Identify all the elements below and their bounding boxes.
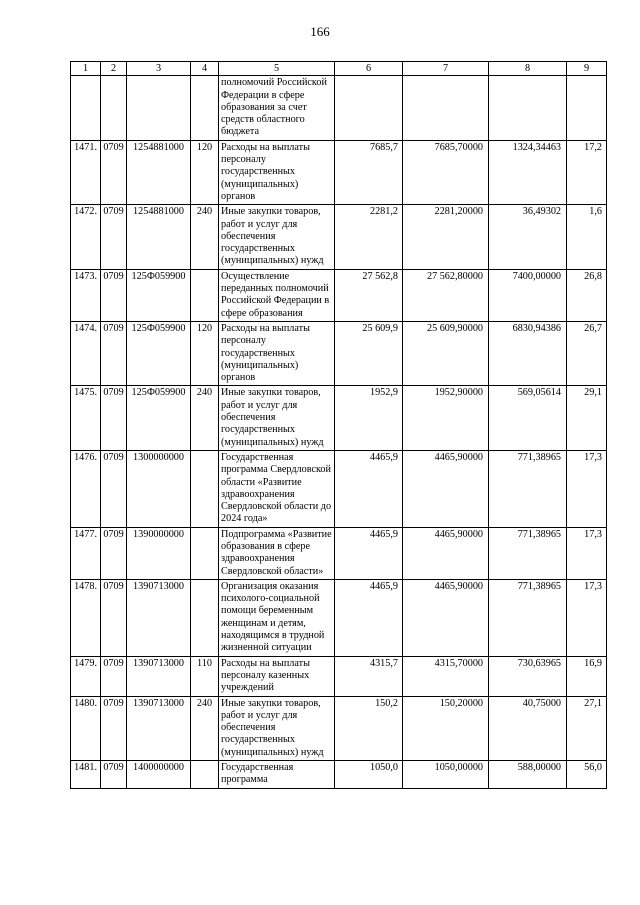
execution-percent: 17,3 [567, 527, 607, 579]
item-name: полномочий Российской Федерации в сфере образования за счет средств областного бюджета [219, 76, 335, 140]
budget-amount: 4315,70000 [403, 656, 489, 696]
executed-amount: 730,63965 [489, 656, 567, 696]
execution-percent: 26,7 [567, 321, 607, 385]
item-name: Расходы на выплаты персоналу казенных учреждений [219, 656, 335, 696]
item-name: Подпрограмма «Развитие образования в сфере здравоохранения Свердловской области» [219, 527, 335, 579]
execution-percent: 29,1 [567, 386, 607, 450]
header-cell: 4 [191, 62, 219, 76]
executed-amount: 588,00000 [489, 761, 567, 789]
executed-amount: 1324,34463 [489, 140, 567, 204]
expense-type-code: 120 [191, 321, 219, 385]
table-row [71, 527, 607, 579]
approved-amount [335, 76, 403, 140]
target-article-code: 1400000000 [127, 761, 191, 789]
section-code: 0709 [101, 527, 127, 579]
header-cell: 6 [335, 62, 403, 76]
table-row [71, 579, 607, 656]
header-cell: 9 [567, 62, 607, 76]
executed-amount: 771,38965 [489, 579, 567, 656]
row-number: 1473. [71, 269, 101, 321]
approved-amount: 4465,9 [335, 579, 403, 656]
row-number: 1474. [71, 321, 101, 385]
row-number: 1480. [71, 696, 101, 760]
target-article-code: 1254881000 [127, 205, 191, 269]
execution-percent: 56,0 [567, 761, 607, 789]
table-header-row [71, 62, 607, 76]
approved-amount: 4315,7 [335, 656, 403, 696]
expense-type-code: 110 [191, 656, 219, 696]
table-row [71, 140, 607, 204]
row-number: 1475. [71, 386, 101, 450]
approved-amount: 150,2 [335, 696, 403, 760]
executed-amount: 771,38965 [489, 450, 567, 527]
table-row [71, 269, 607, 321]
budget-table [70, 61, 607, 789]
target-article-code: 1300000000 [127, 450, 191, 527]
execution-percent: 26,8 [567, 269, 607, 321]
row-number: 1479. [71, 656, 101, 696]
target-article-code: 1390000000 [127, 527, 191, 579]
execution-percent: 16,9 [567, 656, 607, 696]
budget-amount [403, 76, 489, 140]
section-code: 0709 [101, 579, 127, 656]
budget-amount: 2281,20000 [403, 205, 489, 269]
header-cell: 8 [489, 62, 567, 76]
section-code: 0709 [101, 656, 127, 696]
expense-type-code: 120 [191, 140, 219, 204]
budget-amount: 4465,90000 [403, 579, 489, 656]
expense-type-code [191, 76, 219, 140]
execution-percent: 17,2 [567, 140, 607, 204]
target-article-code: 125Ф059900 [127, 269, 191, 321]
budget-amount: 25 609,90000 [403, 321, 489, 385]
table-row [71, 76, 607, 140]
executed-amount: 771,38965 [489, 527, 567, 579]
approved-amount: 27 562,8 [335, 269, 403, 321]
budget-amount: 150,20000 [403, 696, 489, 760]
budget-amount: 4465,90000 [403, 450, 489, 527]
section-code: 0709 [101, 761, 127, 789]
section-code: 0709 [101, 269, 127, 321]
execution-percent: 1,6 [567, 205, 607, 269]
target-article-code: 1390713000 [127, 656, 191, 696]
row-number: 1472. [71, 205, 101, 269]
execution-percent: 17,3 [567, 450, 607, 527]
section-code: 0709 [101, 386, 127, 450]
section-code [101, 76, 127, 140]
row-number [71, 76, 101, 140]
executed-amount: 36,49302 [489, 205, 567, 269]
target-article-code: 1254881000 [127, 140, 191, 204]
header-cell: 7 [403, 62, 489, 76]
budget-amount: 1050,00000 [403, 761, 489, 789]
table-row [71, 205, 607, 269]
execution-percent [567, 76, 607, 140]
row-number: 1471. [71, 140, 101, 204]
section-code: 0709 [101, 205, 127, 269]
table-row [71, 321, 607, 385]
budget-amount: 1952,90000 [403, 386, 489, 450]
section-code: 0709 [101, 450, 127, 527]
approved-amount: 25 609,9 [335, 321, 403, 385]
approved-amount: 1952,9 [335, 386, 403, 450]
executed-amount: 7400,00000 [489, 269, 567, 321]
expense-type-code [191, 761, 219, 789]
item-name: Иные закупки товаров, работ и услуг для обеспечения государственных (муниципальных) нужд [219, 386, 335, 450]
header-cell: 3 [127, 62, 191, 76]
approved-amount: 2281,2 [335, 205, 403, 269]
row-number: 1478. [71, 579, 101, 656]
approved-amount: 1050,0 [335, 761, 403, 789]
header-cell: 1 [71, 62, 101, 76]
table-row [71, 696, 607, 760]
target-article-code: 125Ф059900 [127, 321, 191, 385]
section-code: 0709 [101, 140, 127, 204]
target-article-code: 1390713000 [127, 579, 191, 656]
execution-percent: 27,1 [567, 696, 607, 760]
approved-amount: 7685,7 [335, 140, 403, 204]
target-article-code: 1390713000 [127, 696, 191, 760]
expense-type-code: 240 [191, 696, 219, 760]
section-code: 0709 [101, 321, 127, 385]
target-article-code: 125Ф059900 [127, 386, 191, 450]
section-code: 0709 [101, 696, 127, 760]
expense-type-code [191, 579, 219, 656]
expense-type-code: 240 [191, 205, 219, 269]
budget-amount: 7685,70000 [403, 140, 489, 204]
approved-amount: 4465,9 [335, 450, 403, 527]
budget-amount: 27 562,80000 [403, 269, 489, 321]
header-cell: 5 [219, 62, 335, 76]
item-name: Государственная программа Свердловской области «Развитие здравоохранения Свердловской области до 2024 года» [219, 450, 335, 527]
item-name: Организация оказания психолого-социальной помощи беременным женщинам и детям, находящимся в трудной жизненной ситуации [219, 579, 335, 656]
expense-type-code [191, 269, 219, 321]
row-number: 1477. [71, 527, 101, 579]
row-number: 1476. [71, 450, 101, 527]
expense-type-code [191, 450, 219, 527]
table-row [71, 761, 607, 789]
item-name: Иные закупки товаров, работ и услуг для обеспечения государственных (муниципальных) нужд [219, 205, 335, 269]
table-row [71, 656, 607, 696]
row-number: 1481. [71, 761, 101, 789]
item-name: Государственная программа [219, 761, 335, 789]
page-number: 166 [310, 24, 330, 39]
executed-amount: 569,05614 [489, 386, 567, 450]
approved-amount: 4465,9 [335, 527, 403, 579]
item-name: Расходы на выплаты персоналу государственных (муниципальных) органов [219, 321, 335, 385]
executed-amount: 40,75000 [489, 696, 567, 760]
expense-type-code [191, 527, 219, 579]
execution-percent: 17,3 [567, 579, 607, 656]
item-name: Иные закупки товаров, работ и услуг для обеспечения государственных (муниципальных) нужд [219, 696, 335, 760]
target-article-code [127, 76, 191, 140]
executed-amount [489, 76, 567, 140]
budget-amount: 4465,90000 [403, 527, 489, 579]
table-row [71, 386, 607, 450]
item-name: Осуществление переданных полномочий Российской Федерации в сфере образования [219, 269, 335, 321]
table-row [71, 450, 607, 527]
expense-type-code: 240 [191, 386, 219, 450]
executed-amount: 6830,94386 [489, 321, 567, 385]
header-cell: 2 [101, 62, 127, 76]
item-name: Расходы на выплаты персоналу государственных (муниципальных) органов [219, 140, 335, 204]
